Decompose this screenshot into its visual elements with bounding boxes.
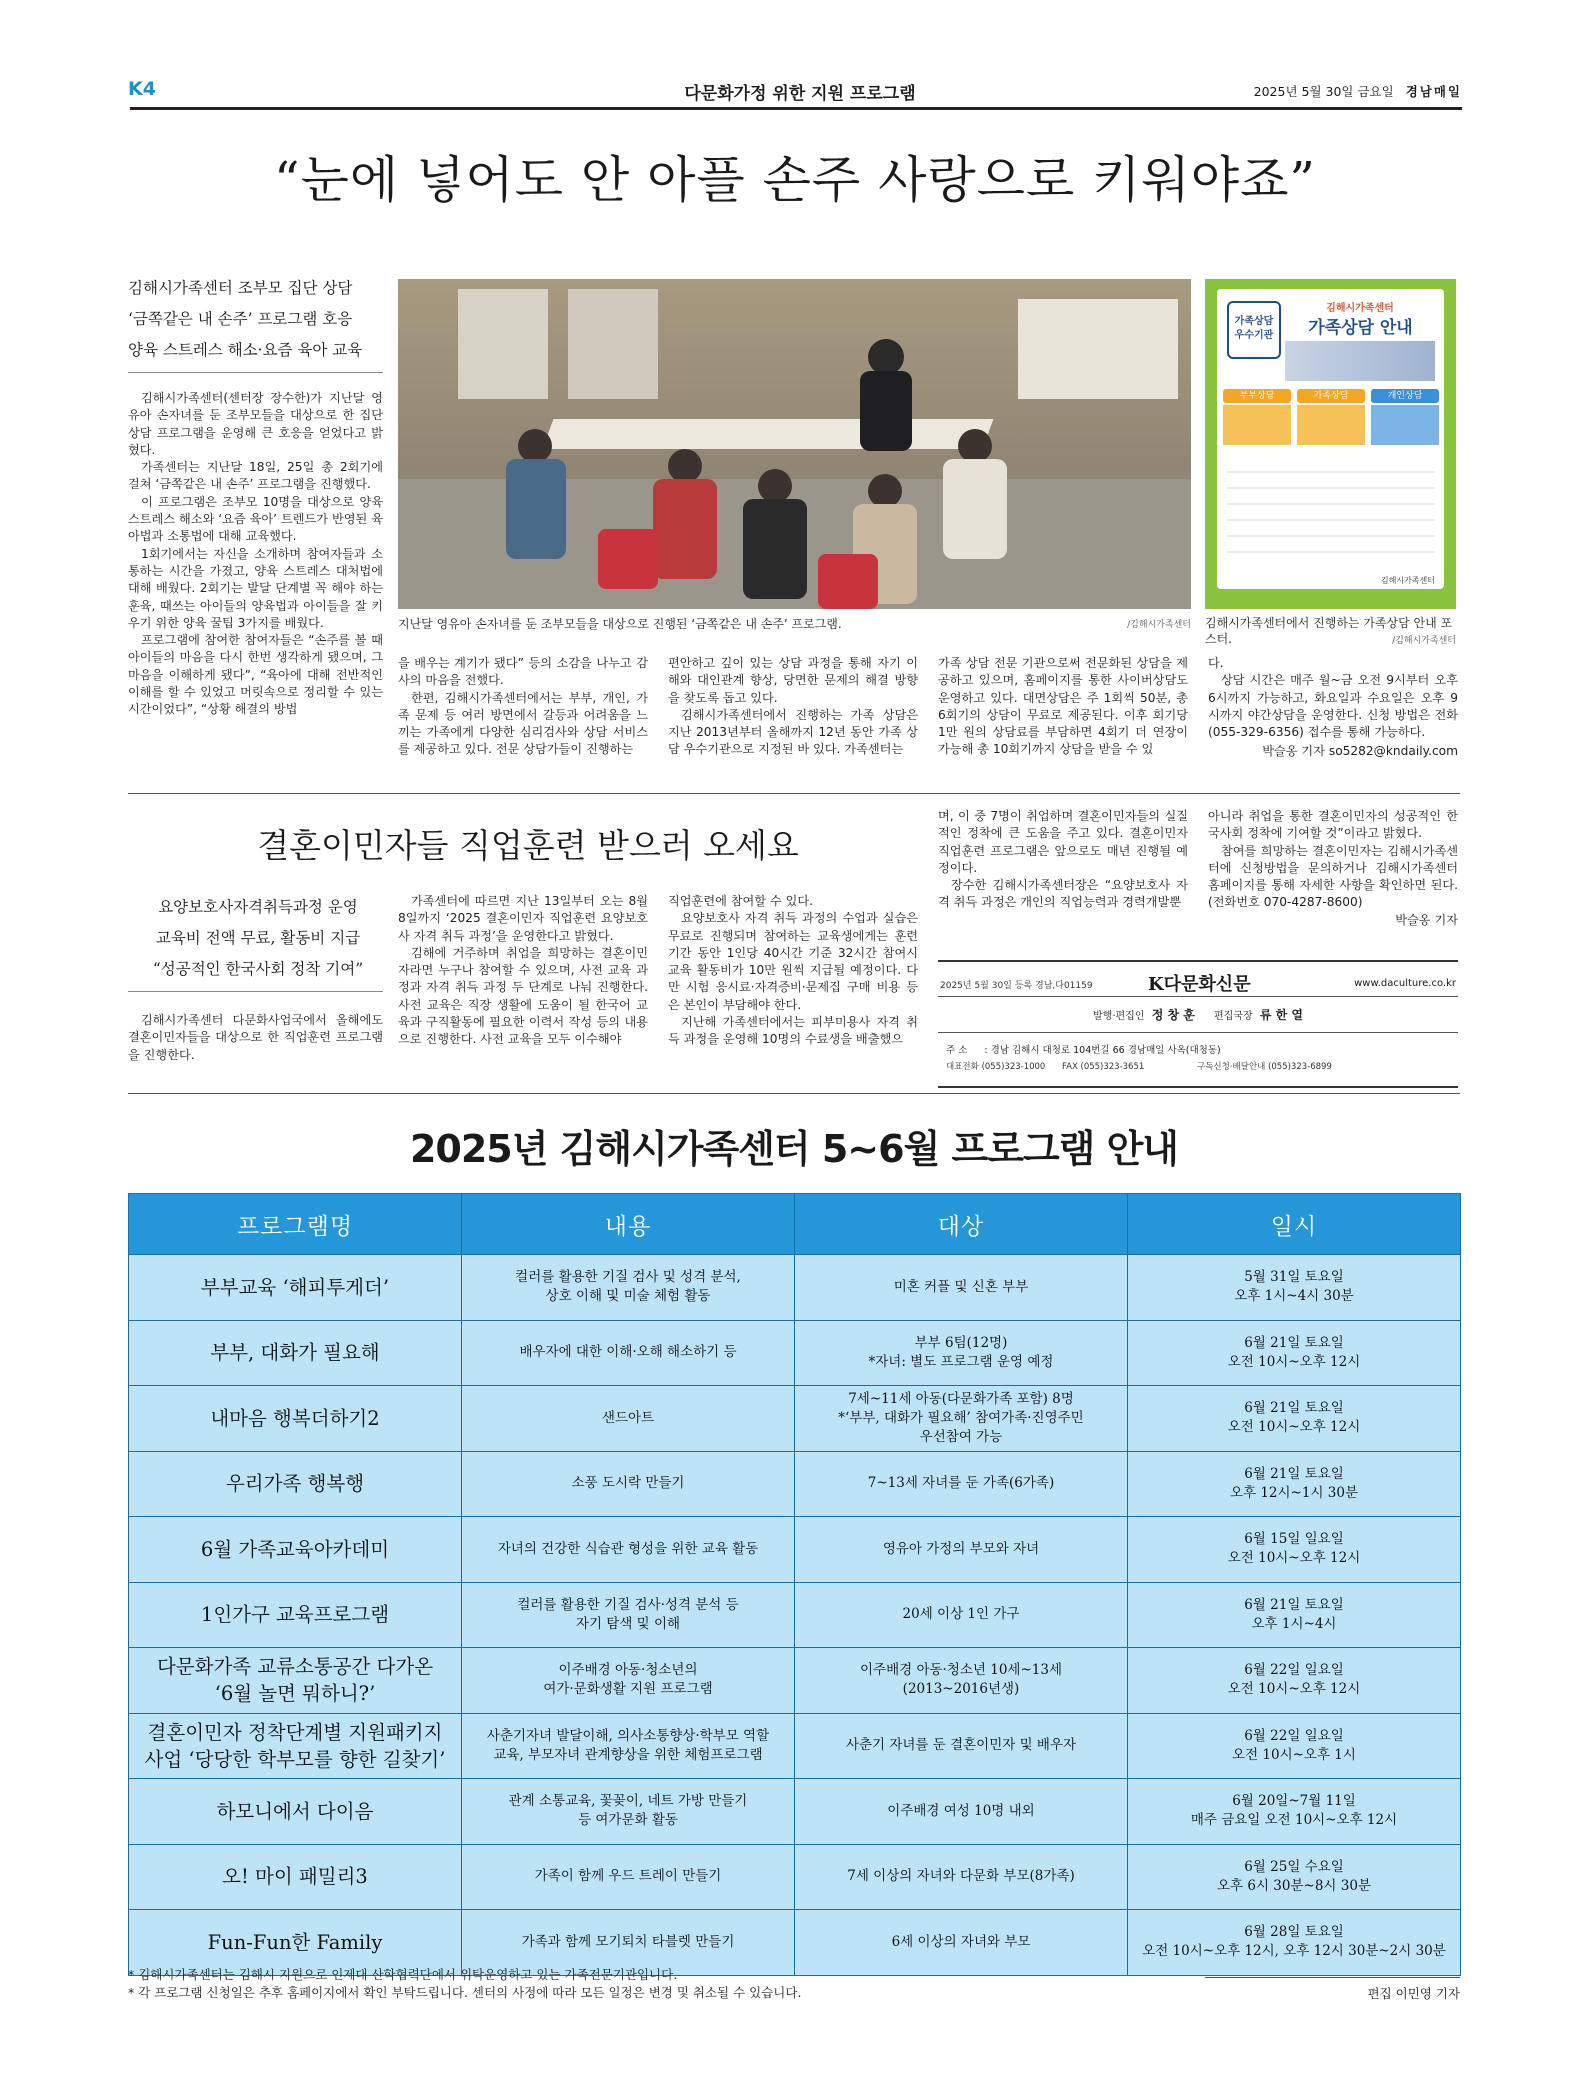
photo-caption: 지난달 영유아 손자녀를 둔 조부모들을 대상으로 진행된 ‘금쪽같은 내 손주’ 프로그램.	[398, 617, 842, 631]
phone-label: 대표전화	[946, 1062, 979, 1072]
photo-chair	[598, 529, 658, 589]
article2-headline: 결혼이민자들 직업훈련 받으러 오세요	[257, 826, 799, 865]
editor-label: 편집국장	[1214, 1011, 1253, 1022]
credit-rule	[1205, 1977, 1460, 1978]
paragraph: 장수한 김해시가족센터장은 “요양보호사 자격 취득 과정은 개인의 직업능력과 경력개발뿐	[938, 878, 1188, 910]
photo-person	[668, 449, 702, 483]
photo-person	[518, 429, 552, 463]
program-name-cell: 결혼이민자 정착단계별 지원패키지 사업 ‘당당한 학부모를 향한 길찾기’	[129, 1713, 462, 1779]
table-header-row	[129, 1194, 1461, 1255]
photo-person	[868, 339, 904, 375]
poster-caption: 김해시가족센터에서 진행하는 가족상담 안내 포스터.	[1205, 616, 1453, 646]
program-name-cell: 내마음 행복더하기2	[129, 1386, 462, 1452]
table-row	[129, 1844, 1461, 1910]
publisher-name: 정 창 훈	[1151, 1008, 1195, 1022]
program-name-cell: 부부교육 ‘해피투게더’	[129, 1255, 462, 1321]
masthead-contacts	[946, 1060, 1456, 1072]
when-cell: 6월 28일 토요일 오전 10시~오후 12시, 오후 12시 30분~2시 30분	[1128, 1910, 1461, 1976]
paragraph: 1회기에서는 자신을 소개하며 참여자들과 소통하는 시간을 가졌고, 양육 스트레스 대처법에 대해 배웠다. 2회기는 발달 단계별 꼭 해야 하는 훈육, 때쓰는 아이들의 양육법과 아이들을 잘 키우기 위한 양육 꿀팁 3가지를 배웠다.	[128, 546, 383, 630]
paragraph: 한편, 김해시가족센터에서는 부부, 개인, 가족 문제 등 여러 방면에서 갈등과 어려움을 느끼는 가족에게 다양한 심리검사와 상담 서비스를 제공하고 있다. 전문 상담가들이 진행하는	[398, 690, 648, 757]
masthead-address	[946, 1042, 1221, 1056]
content-cell: 가족이 함께 우드 트레이 만들기	[462, 1844, 795, 1910]
program-credit: 편집 이민영 기자	[1367, 1986, 1460, 2001]
table-row	[129, 1517, 1461, 1583]
paragraph: 가족 상담 전문 기관으로써 전문화된 상담을 제공하고 있으며, 홈페이지를 통한 사이버상담도 운영하고 있다. 대면상담은 주 1회씩 50분, 총 6회기의 상담이 무료로 제공된다. 이후 회기당 1만 원의 상담료를 부담하면 4회기 더 연장이 가능해 총 10회기까지 상담을 받을 수 있	[938, 656, 1188, 757]
page-number: K4	[128, 78, 156, 100]
photo-screen	[1018, 299, 1178, 399]
publisher-label: 발행·편집인	[1093, 1011, 1145, 1022]
table-row	[129, 1582, 1461, 1648]
poster-cat-1: 부부상담	[1223, 389, 1291, 403]
content-cell: 배우자에 대한 이해·오해 해소하기 등	[462, 1320, 795, 1386]
poster-title: 가족상담 안내	[1308, 318, 1413, 338]
article1-col2	[398, 655, 648, 759]
addr-value: : 경남 김해시 대청로 104번길 66 경남매일 사옥(대청동)	[984, 1045, 1221, 1056]
when-cell: 6월 25일 수요일 오후 6시 30분~8시 30분	[1128, 1844, 1461, 1910]
program-name-cell: 우리가족 행복행	[129, 1451, 462, 1517]
sub-label: 구독신청·배달안내	[1196, 1062, 1266, 1072]
paragraph: 며, 이 중 7명이 취업하며 결혼이민자들의 실질적인 정착에 큰 도움을 주고 있다. 결혼이민자 직업훈련 프로그램은 앞으로도 매년 진행될 예정이다.	[938, 809, 1188, 875]
paragraph: 다.	[1208, 656, 1224, 670]
photo-person-body	[943, 459, 1007, 559]
article2-subheads	[128, 892, 388, 985]
program-name-cell: 6월 가족교육아카데미	[129, 1517, 462, 1583]
paragraph: 김해시가족센터 다문화사업국에서 올해에도 결혼이민자들을 대상으로 한 직업훈련 프로그램을 진행한다.	[128, 1013, 383, 1062]
paragraph: 프로그램에 참여한 참여자들은 “손주를 볼 때 아이들의 마음을 다시 한번 생각하게 됐으며, 그 마음을 이해하게 됐다”, “육아에 대해 전반적인 이해를 할 수 있었고 머릿속으로 정리할 수 있는 시간이었다”, “상황 해결의 방법	[128, 633, 383, 717]
poster-cat-box	[1371, 405, 1439, 445]
paragraph: 상담 시간은 매주 월~금 오전 9시부터 오후 6시까지 가능하고, 화요일과 수요일은 오후 9시까지 야간상담을 운영한다. 신청 방법은 전화(055-329-6356) 접수를 통해 가능하다.	[1208, 673, 1458, 740]
article1-col3	[668, 655, 918, 759]
content-cell: 샌드아트	[462, 1386, 795, 1452]
paragraph: 가족센터에 따르면 지난 13일부터 오는 8월 8일까지 ‘2025 결혼이민자 직업훈련 요양보호사 자격 취득 과정’을 운영한다고 밝혔다.	[398, 894, 648, 943]
table-row	[129, 1451, 1461, 1517]
program-name-cell: Fun-Fun한 Family	[129, 1910, 462, 1976]
poster-badge-line: 우수기관	[1234, 330, 1274, 341]
article1-col1	[128, 390, 383, 719]
when-cell: 6월 22일 일요일 오전 10시~오후 12시	[1128, 1648, 1461, 1714]
target-cell: 7세 이상의 자녀와 다문화 부모(8가족)	[795, 1844, 1128, 1910]
photo-person-body	[743, 499, 807, 599]
article2-col2	[398, 893, 648, 1049]
program-name-cell: 1인가구 교육프로그램	[129, 1582, 462, 1648]
paragraph: 이 프로그램은 조부모 10명을 대상으로 양육 스트레스 해소와 ‘요즘 육아’ 트렌드가 반영된 육아법과 소통법에 대해 교육했다.	[128, 494, 383, 544]
when-cell: 6월 21일 토요일 오전 10시~오후 12시	[1128, 1320, 1461, 1386]
article1-photo	[398, 279, 1191, 609]
paper-name: 경남매일	[1405, 84, 1462, 99]
target-cell: 20세 이상 1인 가구	[795, 1582, 1128, 1648]
table-row	[129, 1648, 1461, 1714]
program-name-cell: 하모니에서 다이음	[129, 1779, 462, 1845]
poster-cat-3: 개인상담	[1371, 389, 1439, 403]
photo-person	[758, 469, 792, 503]
masthead-url: www.daculture.co.kr	[1354, 978, 1456, 989]
target-cell: 7~13세 자녀를 둔 가족(6가족)	[795, 1451, 1128, 1517]
paragraph: 아니라 취업을 통한 결혼이민자의 성공적인 한국사회 정착에 기여할 것”이라고 밝혔다.	[1208, 809, 1458, 841]
photo-person	[868, 474, 902, 508]
header-content: 내용	[462, 1194, 795, 1255]
poster-cat-box	[1223, 405, 1291, 445]
paragraph: 김해에 거주하며 취업을 희망하는 결혼이민자라면 누구나 참여할 수 있으며, 사전 교육 과정과 자격 취득 과정 두 단계로 나눠 진행한다. 사전 교육은 직장 생활에 도움이 될 한국어 교육과 구직활동에 필요한 이력서 작성 등의 내용으로 진행한다. 사전 교육을 모두 이수해야	[398, 945, 648, 1047]
program-name-cell: 부부, 대화가 필요해	[129, 1320, 462, 1386]
when-cell: 5월 31일 토요일 오후 1시~4시 30분	[1128, 1255, 1461, 1321]
photo-window	[568, 289, 658, 399]
target-cell: 이주배경 여성 10명 내외	[795, 1779, 1128, 1845]
target-cell: 이주배경 아동·청소년 10세~13세 (2013~2016년생)	[795, 1648, 1128, 1714]
sub-value: (055)323-6899	[1268, 1062, 1332, 1072]
table-row	[129, 1386, 1461, 1452]
when-cell: 6월 21일 토요일 오전 10시~오후 12시	[1128, 1386, 1461, 1452]
photo-person-body	[653, 479, 717, 579]
program-table	[128, 1193, 1461, 1976]
article2-col3	[668, 893, 918, 1049]
article2-byline: 박슬옹 기자	[1395, 912, 1458, 927]
subhead-rule	[128, 372, 383, 373]
photo-person-body	[506, 459, 566, 559]
poster-credit: /김해시가족센터	[1392, 636, 1456, 646]
article1-headline: “눈에 넣어도 안 아플 손주 사랑으로 키워야죠”	[274, 151, 1316, 209]
masthead-staff	[938, 1006, 1458, 1023]
fax-label: FAX	[1062, 1062, 1078, 1072]
subhead: 교육비 전액 무료, 활동비 지급	[155, 929, 361, 947]
subhead: 요양보호사자격취득과정 운영	[158, 898, 358, 916]
paragraph: 가족센터는 지난달 18일, 25일 총 2회기에 걸쳐 ‘금쪽같은 내 손주’ 프로그램을 진행했다.	[128, 460, 383, 492]
article1-byline: 박슬옹 기자 so5282@kndaily.com	[1262, 744, 1458, 759]
poster-footer: 김해시가족센터	[1380, 576, 1435, 585]
content-cell: 컬러를 활용한 기질 검사 및 성격 분석, 상호 이해 및 미술 체험 활동	[462, 1255, 795, 1321]
content-cell: 가족과 함께 모기퇴치 타블렛 만들기	[462, 1910, 795, 1976]
content-cell: 이주배경 아동·청소년의 여가·문화생활 지원 프로그램	[462, 1648, 795, 1714]
article2-col1	[128, 1012, 383, 1064]
paragraph: 김해시가족센터에서 진행하는 가족 상담은 지난 2013년부터 올해까지 12년 동안 가족 상담 우수기관으로 지정된 바 있다. 가족센터는	[668, 707, 918, 757]
table-row	[129, 1255, 1461, 1321]
table-row	[129, 1320, 1461, 1386]
paragraph: 편안하고 깊이 있는 상담 과정을 통해 자기 이해와 대인관계 향상, 당면한 문제의 해결 방향을 찾도록 돕고 있다.	[668, 656, 918, 705]
article2-col5	[1208, 808, 1458, 929]
header-target: 대상	[795, 1194, 1128, 1255]
subhead: 김해시가족센터 조부모 집단 상담	[128, 279, 353, 297]
subhead: ‘금쪽같은 내 손주’ 프로그램 호응	[128, 310, 353, 328]
masthead-line	[938, 996, 1458, 997]
table-row	[129, 1779, 1461, 1845]
paragraph: 을 배우는 계기가 됐다” 등의 소감을 나누고 감사의 마음을 전했다.	[398, 656, 648, 688]
date-text: 2025년 5월 30일 금요일	[1253, 84, 1394, 99]
poster-photo	[1285, 341, 1435, 381]
table-row	[129, 1713, 1461, 1779]
target-cell: 부부 6팀(12명) *자녀: 별도 프로그램 운영 예정	[795, 1320, 1128, 1386]
note: * 김해시가족센터는 김해시 지원으로 인제대 산학협력단에서 위탁운영하고 있는 가족전문기관입니다.	[128, 1967, 678, 1982]
target-cell: 미혼 커플 및 신혼 부부	[795, 1255, 1128, 1321]
poster-badge	[1227, 301, 1281, 359]
masthead-box	[938, 960, 1458, 1088]
phone-value: (055)323-1000	[981, 1062, 1046, 1072]
poster-badge-line: 가족상담	[1234, 316, 1274, 327]
target-cell: 7세~11세 아동(다문화가족 포함) 8명 *‘부부, 대화가 필요해’ 참여가족·진영주민 우선참여 가능	[795, 1386, 1128, 1452]
content-cell: 소풍 도시락 만들기	[462, 1451, 795, 1517]
content-cell: 사춘기자녀 발달이해, 의사소통향상·학부모 역할 교육, 부모자녀 관계향상을 위한 체험프로그램	[462, 1713, 795, 1779]
counseling-poster	[1205, 279, 1456, 609]
program-title: 2025년 김해시가족센터 5~6월 프로그램 안내	[409, 1127, 1179, 1171]
paragraph: 직업훈련에 참여할 수 있다.	[668, 894, 814, 908]
target-cell: 영유아 가정의 부모와 자녀	[795, 1517, 1128, 1583]
paragraph: 참여를 희망하는 결혼이민자는 김해시가족센터에 신청방법을 문의하거나 김해시가족센터 홈페이지를 통해 자세한 사항을 확인하면 된다.(전화번호 070-4287-8600)	[1208, 843, 1458, 910]
section-title: 다문화가정 위한 지원 프로그램	[684, 84, 916, 104]
note: * 각 프로그램 신청일은 추후 홈페이지에서 확인 부탁드립니다. 센터의 사정에 따라 모든 일정은 변경 및 취소될 수 있습니다.	[128, 1985, 802, 2000]
subhead-rule	[128, 991, 383, 992]
editor-name: 류 한 열	[1259, 1008, 1303, 1022]
subhead: 양육 스트레스 해소·요즘 육아 교육	[128, 341, 363, 359]
paragraph: 김해시가족센터(센터장 장수한)가 지난달 영유아 손자녀를 둔 조부모들을 대상으로 한 집단 상담 프로그램을 운영해 큰 호응을 얻었다고 밝혔다.	[128, 391, 383, 457]
article1-col5	[1208, 655, 1458, 761]
fax-value: (055)323-3651	[1080, 1062, 1145, 1072]
header-when: 일시	[1128, 1194, 1461, 1255]
paragraph: 요양보호사 자격 취득 과정의 수업과 실습은 무료로 진행되며 참여하는 교육생에게는 훈련 기간 동안 1인당 40시간 기준 32시간 참여시 교육 활동비가 10만 원씩 지급될 예정이다. 다만 시험 응시료·자격증비·문제집 구매 비용 등은 본인이 부담해야 한다.	[668, 911, 918, 1012]
header-program-name: 프로그램명	[129, 1194, 462, 1255]
subhead: “성공적인 한국사회 정착 기여”	[152, 960, 364, 978]
table-section-rule	[128, 1093, 1460, 1094]
poster-cat-box	[1297, 405, 1365, 445]
when-cell: 6월 21일 토요일 오후 12시~1시 30분	[1128, 1451, 1461, 1517]
photo-table	[543, 419, 994, 449]
header-rule	[130, 107, 1462, 110]
program-name-cell: 다문화가족 교류소통공간 다가온 ‘6월 놀면 뭐하니?’	[129, 1648, 462, 1714]
article1-subheads	[128, 273, 388, 366]
content-cell: 자녀의 건강한 식습관 형성을 위한 교육 활동	[462, 1517, 795, 1583]
article2-col4	[938, 808, 1188, 912]
photo-window	[458, 289, 548, 399]
photo-person-body	[860, 371, 912, 451]
paragraph: 지난해 가족센터에서는 피부미용사 자격 취득 과정을 운영해 10명의 수료생을 배출했으	[668, 1015, 918, 1047]
masthead-line	[938, 1032, 1458, 1033]
target-cell: 6세 이상의 자녀와 부모	[795, 1910, 1128, 1976]
photo-chair	[818, 554, 878, 609]
poster-info-lines	[1227, 457, 1435, 567]
article1-col4	[938, 655, 1188, 759]
photo-person	[958, 429, 992, 463]
content-cell: 컬러를 활용한 기질 검사·성격 분석 등 자기 탐색 및 이해	[462, 1582, 795, 1648]
program-notes	[128, 1966, 801, 2002]
program-name-cell: 오! 마이 패밀리3	[129, 1844, 462, 1910]
when-cell: 6월 15일 일요일 오전 10시~오후 12시	[1128, 1517, 1461, 1583]
addr-label: 주 소	[946, 1045, 968, 1056]
content-cell: 관계 소통교육, 꽃꽂이, 네트 가방 만들기 등 여가문화 활동	[462, 1779, 795, 1845]
poster-org: 김해시가족센터	[1326, 303, 1394, 314]
photo-credit: /김해시가족센터	[1127, 620, 1191, 630]
issue-date	[1120, 82, 1462, 100]
poster-cat-2: 가족상담	[1297, 389, 1365, 403]
when-cell: 6월 22일 일요일 오전 10시~오후 1시	[1128, 1713, 1461, 1779]
masthead-name: K다문화신문	[1148, 974, 1251, 995]
when-cell: 6월 21일 토요일 오후 1시~4시	[1128, 1582, 1461, 1648]
masthead-reg: 2025년 5월 30일 등록 경남,다01159	[940, 981, 1093, 991]
when-cell: 6월 20일~7월 11일 매주 금요일 오전 10시~오후 12시	[1128, 1779, 1461, 1845]
target-cell: 사춘기 자녀를 둔 결혼이민자 및 배우자	[795, 1713, 1128, 1779]
article-divider	[128, 793, 1460, 794]
